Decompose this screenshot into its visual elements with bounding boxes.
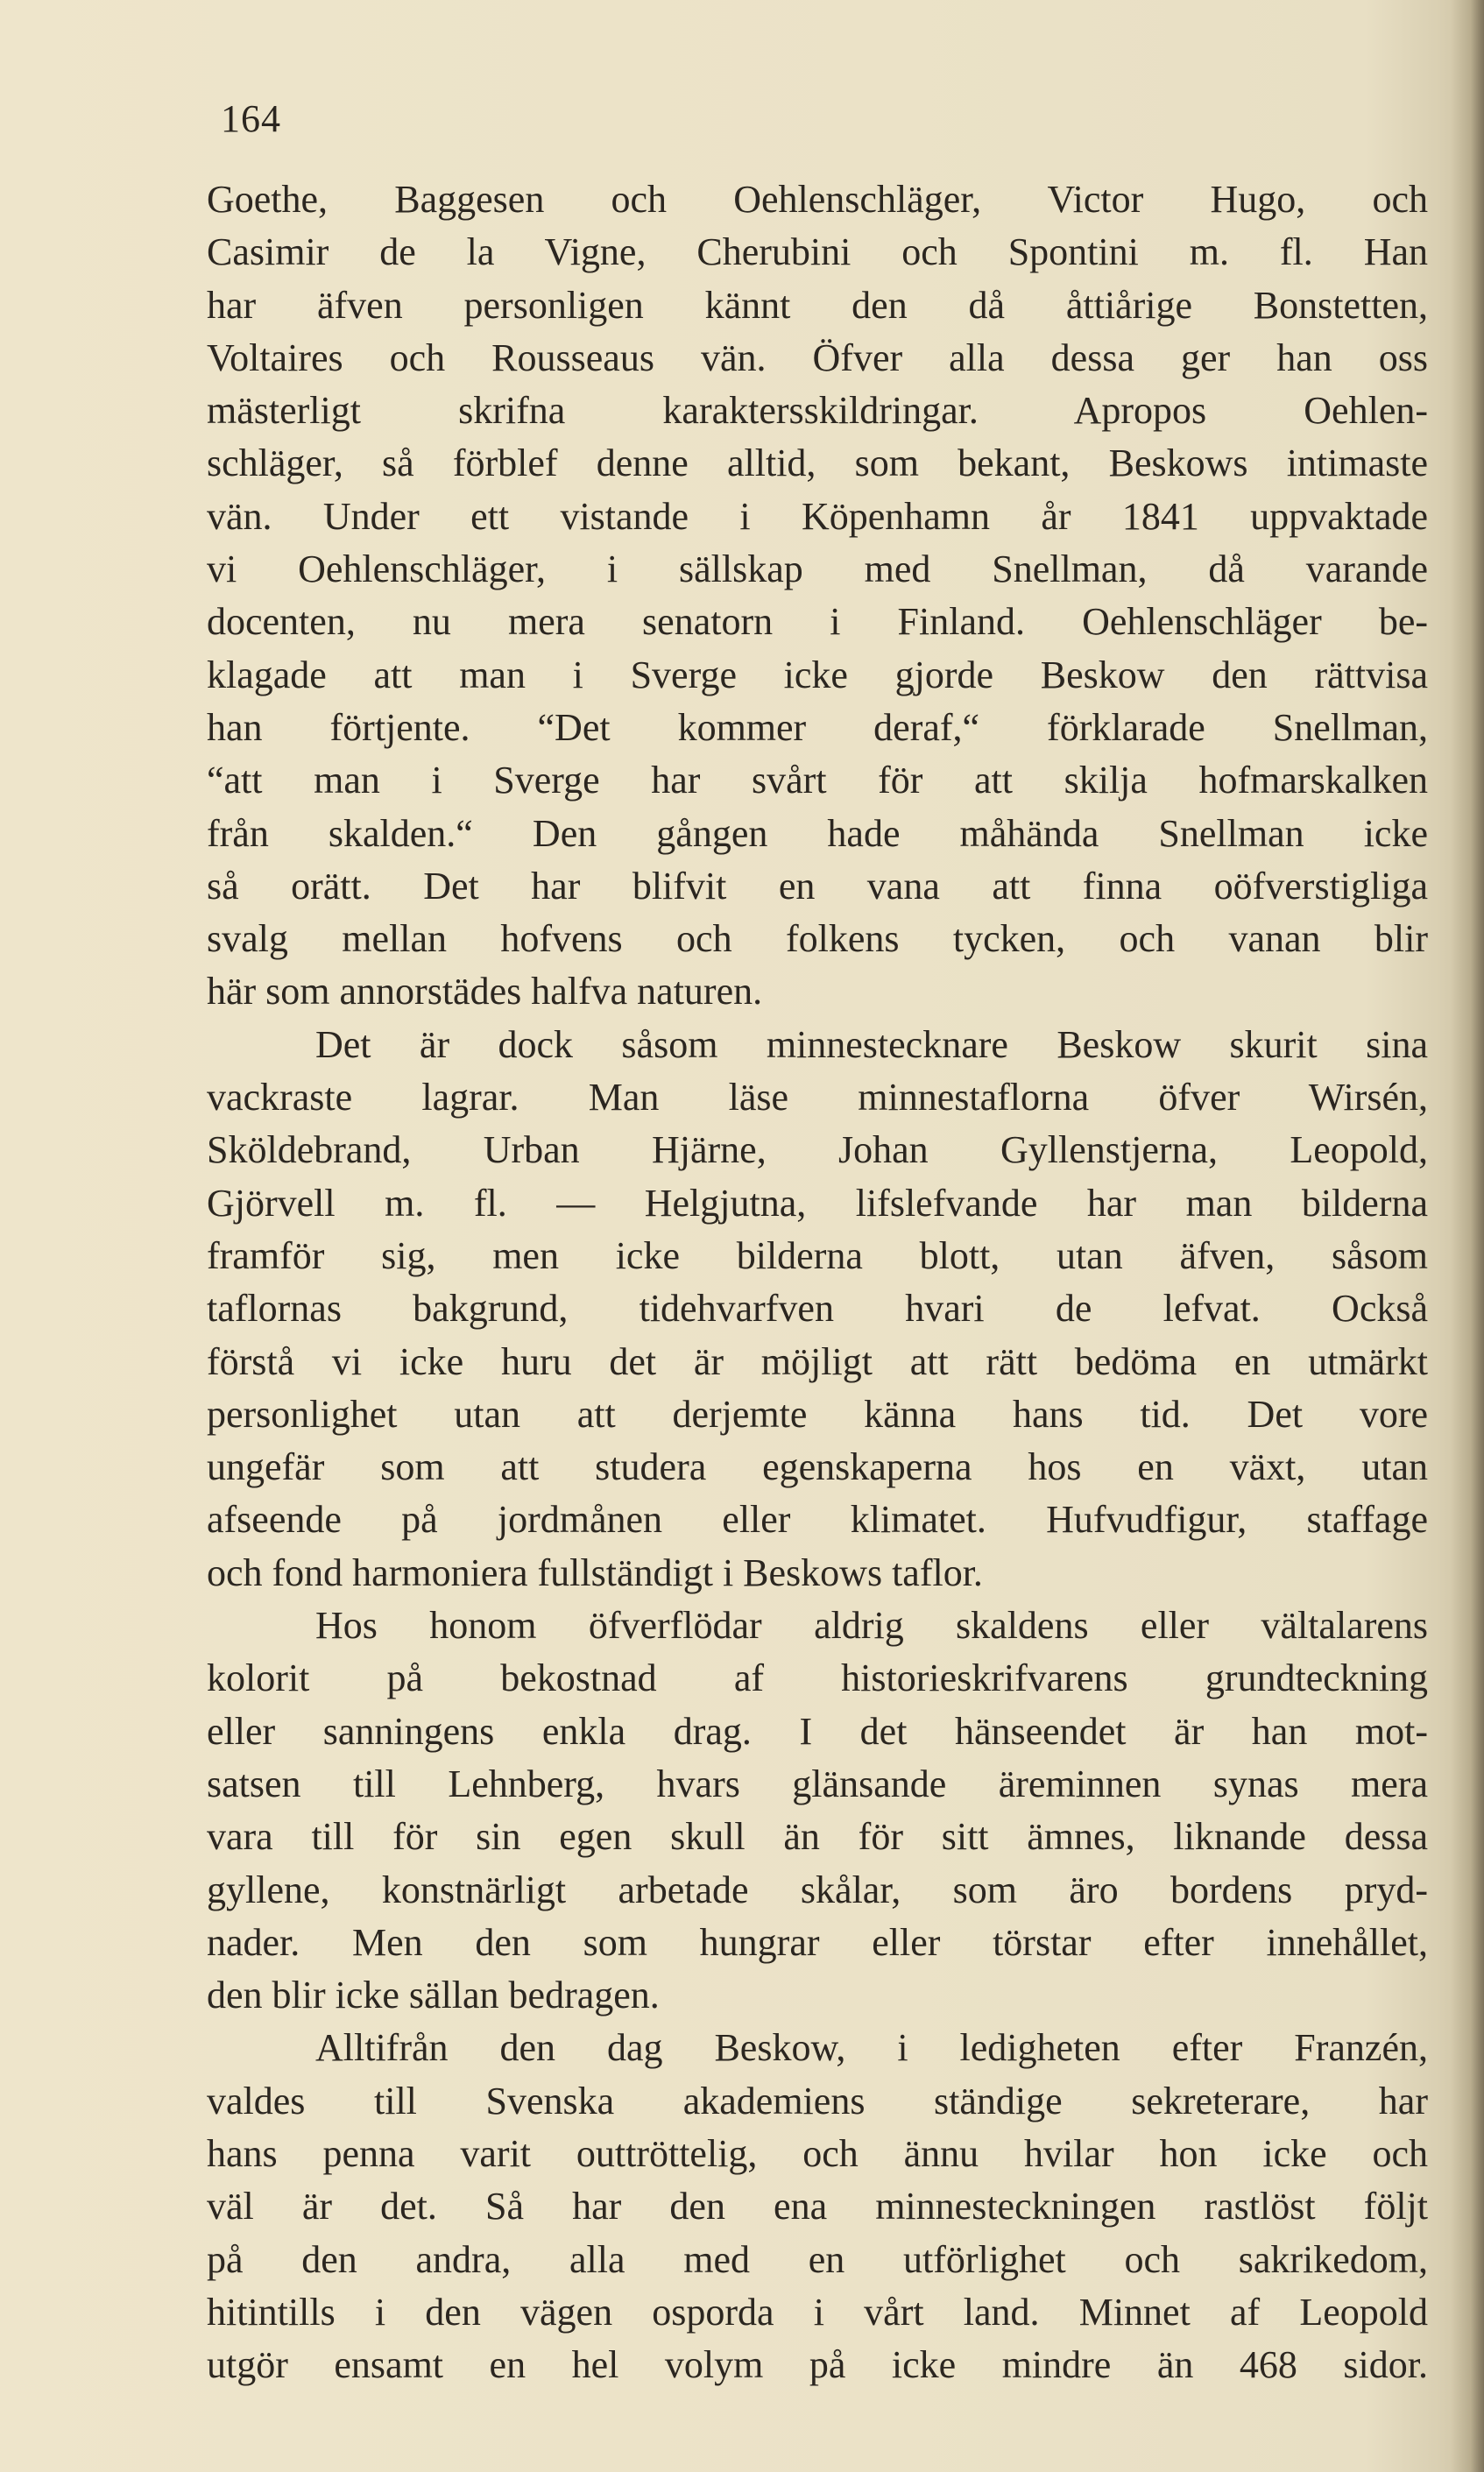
text-line: här som annorstädes halfva naturen. [207, 970, 763, 1014]
text-line: och fond harmoniera fullständigt i Beskows taflor. [207, 1550, 983, 1594]
page-number: 164 [221, 97, 281, 140]
text-line: vackraste lagrar. Man läse minnestaflorna öfver Wirsén, [207, 1076, 1428, 1119]
body-text [207, 173, 1428, 2391]
text-line: så orätt. Det har blifvit en vana att finna oöfverstigliga [207, 864, 1428, 908]
text-line: Voltaires och Rousseaus vän. Öfver alla dessa ger han oss [207, 335, 1428, 379]
text-line: kolorit på bekostnad af historieskrifvarens grundteckning [207, 1656, 1428, 1700]
text-line: gyllene, konstnärligt arbetade skålar, som äro bordens pryd- [207, 1868, 1428, 1911]
text-line: Alltifrån den dag Beskow, i ledigheten efter Franzén, [315, 2026, 1428, 2070]
text-line: den blir icke sällan bedragen. [207, 1974, 660, 2017]
text-line: Hos honom öfverflödar aldrig skaldens eller vältalarens [315, 1604, 1428, 1648]
text-line: satsen till Lehnberg, hvars glänsande äreminnen synas mera [207, 1762, 1428, 1805]
text-line: klagade att man i Sverge icke gjorde Beskow den rättvisa [207, 653, 1428, 696]
text-line: schläger, så förblef denne alltid, som bekant, Beskows intimaste [207, 441, 1428, 485]
text-line: Det är dock såsom minnestecknare Beskow skurit sina [315, 1022, 1428, 1066]
text-line: docenten, nu mera senatorn i Finland. Oehlenschläger be- [207, 600, 1428, 644]
text-line: förstå vi icke huru det är möjligt att rätt bedöma en utmärkt [207, 1339, 1428, 1383]
text-line: nader. Men den som hungrar eller törstar efter innehållet, [207, 1920, 1428, 1964]
text-line: hitintills i den vägen osporda i vårt land. Minnet af Leopold [207, 2290, 1428, 2334]
text-line: Gjörvell m. fl. — Helgjutna, lifslefvande har man bilderna [207, 1181, 1428, 1225]
text-line: vi Oehlenschläger, i sällskap med Snellman, då varande [207, 547, 1428, 591]
text-line: mästerligt skrifna karaktersskildringar. Apropos Oehlen- [207, 389, 1428, 433]
text-line: från skalden.“ Den gången hade måhända Snellman icke [207, 811, 1428, 855]
text-line: taflornas bakgrund, tidehvarfven hvari de lefvat. Också [207, 1287, 1428, 1331]
text-line: hans penna varit outtröttelig, och ännu hvilar hon icke och [207, 2131, 1428, 2175]
text-line: utgör ensamt en hel volym på icke mindre än 468 sidor. [207, 2343, 1428, 2387]
text-line: “att man i Sverge har svårt för att skilja hofmarskalken [207, 759, 1428, 802]
text-line: vän. Under ett vistande i Köpenhamn år 1841 uppvaktade [207, 494, 1428, 538]
text-line: han förtjente. “Det kommer deraf,“ förklarade Snellman, [207, 705, 1428, 749]
text-line: vara till för sin egen skull än för sitt ämnes, liknande dessa [207, 1815, 1428, 1859]
text-line: på den andra, alla med en utförlighet och sakrikedom, [207, 2237, 1428, 2281]
text-line: väl är det. Så har den ena minnesteckningen rastlöst följt [207, 2185, 1428, 2228]
text-line: valdes till Svenska akademiens ständige sekreterare, har [207, 2079, 1428, 2122]
text-line: Casimir de la Vigne, Cherubini och Spontini m. fl. Han [207, 230, 1428, 274]
text-line: eller sanningens enkla drag. I det hänseendet är han mot- [207, 1709, 1428, 1753]
text-line: Goethe, Baggesen och Oehlenschläger, Victor Hugo, och [207, 178, 1428, 221]
text-line: framför sig, men icke bilderna blott, utan äfven, såsom [207, 1233, 1428, 1277]
text-line: personlighet utan att derjemte känna hans tid. Det vore [207, 1392, 1428, 1436]
text-line: har äfven personligen kännt den då åttiårige Bonstetten, [207, 283, 1428, 327]
text-line: Sköldebrand, Urban Hjärne, Johan Gyllenstjerna, Leopold, [207, 1128, 1428, 1172]
text-line: ungefär som att studera egenskaperna hos en växt, utan [207, 1445, 1428, 1489]
text-line: svalg mellan hofvens och folkens tycken, och vanan blir [207, 917, 1428, 961]
text-line: afseende på jordmånen eller klimatet. Hufvudfigur, staffage [207, 1498, 1428, 1542]
page-edge-shadow [1451, 0, 1484, 2472]
